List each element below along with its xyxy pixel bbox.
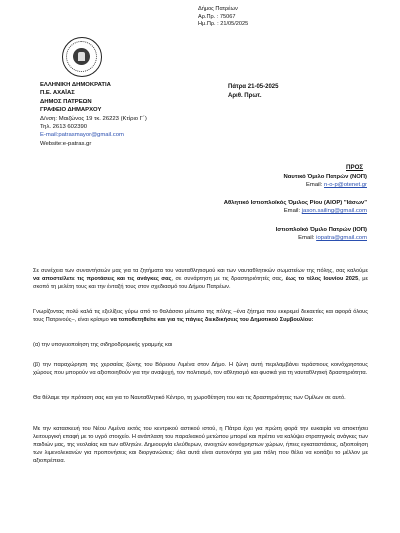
deadline-text: έως το τέλος Ιουνίου 2025 — [285, 276, 359, 283]
recipient — [284, 173, 367, 190]
sender-website[interactable]: Website:e-patras.gr — [40, 140, 92, 147]
recipient-email-link[interactable]: iopatra@gmail.com — [316, 235, 367, 242]
recipient — [276, 226, 367, 243]
emphasis-text: να αποστείλετε τις προτάσεις και τις ανάγκες σας — [33, 276, 172, 283]
recipient — [224, 199, 367, 216]
text-span: Γνωρίζοντας πολύ καλά τις εξελίξεις γύρω από το θαλάσσιο μέτωπο της πόλης –ένα ζήτημα που εκκρεμεί δεκαετίες και αφορά όλους τους Πατρινούς–, είναι κρίσιμο — [33, 309, 368, 324]
list-item-a: (α) την υπογειοποίηση της σιδηροδρομικής γραμμής και — [33, 342, 173, 348]
sender-block — [40, 81, 147, 148]
sender-email[interactable]: E-mail:patrasmayor@gmail.com — [40, 132, 124, 139]
recipient-name: Ιστιοπλοϊκό Όμιλο Πατρών (ΙΟΠ) — [275, 227, 367, 233]
text-span: , με σκοπό τη μελέτη τους και την ένταξή τους στον σχεδιασμό του Δήμου Πατρέων. — [33, 276, 368, 291]
text-span: , σε συνάρτηση με τις δραστηριότητές σας, — [171, 276, 286, 283]
paragraph-invitation — [33, 267, 368, 291]
document-date: Πάτρα 21-05-2025 — [228, 84, 279, 90]
recipient-email-label: Email: — [298, 235, 317, 242]
registry-protocol-number: Αρ.Πρ. : 75067 — [198, 13, 236, 20]
dateline — [228, 83, 278, 101]
sender-office: ΓΡΑΦΕΙΟ ΔΗΜΑΡΧΟΥ — [40, 107, 102, 114]
recipient-name: Αθλητικό Ιστιοπλοϊκός Όμιλος Ρίου (ΑΙΟΡ) "Ιάσων" — [223, 200, 367, 206]
registry-municipality: Δήμος Πατρέων — [198, 6, 238, 12]
sender-region: Π.Ε. ΑΧΑΪΑΣ — [40, 90, 75, 97]
recipient-email-label: Email: — [283, 208, 302, 215]
paragraph-new-port: Με την κατασκευή του Νέου Λιμένα εκτός του κεντρικού αστικού ιστού, η Πάτρα έχει για πρώτη φορά την ευκαιρία να αποκτήσει λειτουργική επαφή με το υγρό στοιχείο. Η ανάπλαση του παραλιακού μετώπου μπορεί και πρέπει να καλύψει στρατηγικές ανάγκες των παιδιών μας, της νεολαίας και των αθλητών. Δημιουργία ελεύθερων, ανοιχτών κοινόχρηστων χώρων, ήπιες εγκαταστάσεις, αξιοποίηση των λιμενολεκανών για προπονήσεις και διοργανώσεις: όλα αυτά είναι αυτονόητα για μια πόλη που θέλει να κοιτάξει το μέλλον με αξιοπρέπεια. — [33, 426, 368, 465]
list-item-b: (β) την παραχώρηση της χερσαίας ζώνης του Βόρειου Λιμένα στον Δήμο. Η ζώνη αυτή περιλαμβάνει τεράστιους κοινόχρηστους χώρους που μπορούν να αξιοποιηθούν για την αναψυχή, τον πολιτισμό, τον αθλητισμό και φυσικά για τη ναυταθλητική δραστηριότητα. — [33, 362, 368, 377]
recipient-email-link[interactable]: n-o-p@otenet.gr — [324, 182, 367, 189]
sender-address: Δ/νση: Μαιζώνος 19 τκ. 26223 (Κτίριο Γ΄) — [40, 115, 147, 122]
text-span: Σε συνέχεια των συναντήσεών μας για τα ζητήματα του ναυταθλητισμού και των ναυταθλητικών σωματείων της πόλης, σας καλούμε — [33, 268, 368, 274]
greek-emblem-seal — [62, 37, 102, 77]
sender-phone: Τηλ. 2613 602390 — [40, 124, 88, 131]
registry-stamp — [198, 6, 248, 29]
recipient-name: Ναυτικό Όμιλο Πατρών (ΝΟΠ) — [283, 174, 367, 180]
sender-country: ΕΛΛΗΝΙΚΗ ΔΗΜΟΚΡΑΤΙΑ — [40, 82, 111, 88]
registry-protocol-date: Ημ.Πρ. : 21/05/2025 — [198, 21, 249, 28]
sender-municipality: ΔΗΜΟΣ ΠΑΤΡΕΩΝ — [40, 98, 92, 105]
to-label: ΠΡΟΣ — [346, 164, 364, 171]
recipient-email-label: Email: — [306, 182, 325, 189]
protocol-label: Αριθ. Πρωτ. — [228, 93, 262, 99]
paragraph-waterfront — [33, 308, 368, 324]
recipient-email-link[interactable]: jason.sailing@gmail.com — [301, 208, 367, 215]
paragraph-nautical-center: Θα θέλαμε την πρόταση σας και για το Ναυταθλητικό Κέντρο, τη χωροθέτηση του και τις δραστηριότητες των Ομίλων σε αυτό. — [33, 395, 346, 401]
emphasis-text: να τοποθετηθείτε και για τις πάγιες διεκδικήσεις του Δημοτικού Συμβουλίου: — [110, 317, 314, 324]
